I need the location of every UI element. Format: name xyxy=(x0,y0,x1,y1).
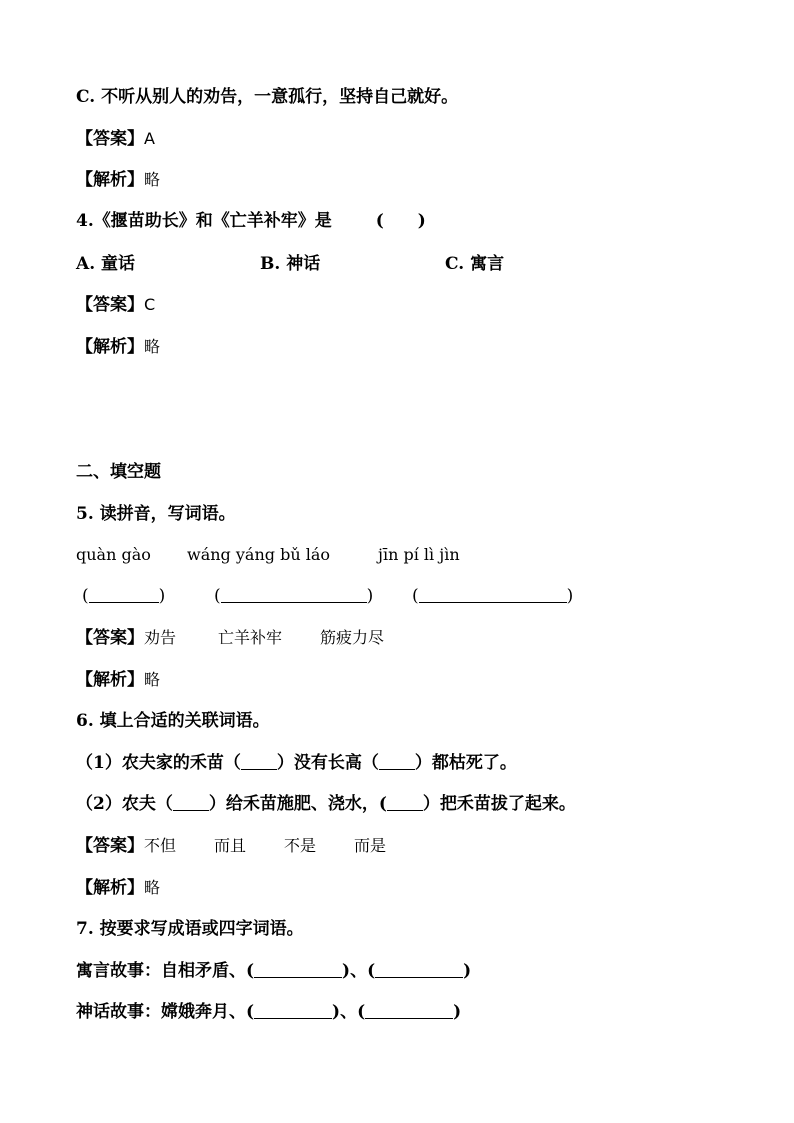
blank-line xyxy=(221,586,367,603)
blank-2[interactable] xyxy=(387,794,423,811)
answer-1: 劝告 xyxy=(144,628,177,647)
section-title: 二、填空题 xyxy=(76,462,161,482)
q5-blank-3[interactable]: ( ) xyxy=(412,586,574,606)
analysis-value: 略 xyxy=(144,670,161,689)
blank-1[interactable] xyxy=(254,961,342,978)
q4-answer-line xyxy=(76,294,155,316)
q7-line-2 xyxy=(76,1001,461,1023)
blank-1[interactable] xyxy=(173,794,209,811)
analysis-value: 略 xyxy=(144,170,161,189)
blank-2[interactable] xyxy=(365,1002,453,1019)
q4-stem-text: 4.《揠苗助长》和《亡羊补牢》是 xyxy=(76,211,332,231)
paren-open: ( xyxy=(246,1002,255,1022)
blank-1[interactable] xyxy=(254,1002,332,1019)
line-label: 神话故事：嫦娥奔月、 xyxy=(76,1002,246,1022)
q6-sentence-1 xyxy=(76,752,517,774)
q4-option-c: C. 寓言 xyxy=(445,254,505,274)
sentence-part: ）都枯死了。 xyxy=(414,753,517,773)
q4-stem xyxy=(76,210,426,232)
pinyin-3: jīn pí lì jìn xyxy=(378,545,460,564)
q5-blank-1[interactable]: ( ) xyxy=(82,586,166,606)
blank-1[interactable] xyxy=(241,753,277,770)
analysis-tag: 【解析】 xyxy=(76,670,144,690)
q3-analysis-line xyxy=(76,169,160,191)
answer-tag: 【答案】 xyxy=(76,295,144,315)
q3-answer-line xyxy=(76,128,155,150)
answer-3: 筋疲力尽 xyxy=(320,628,385,647)
q7-line-1 xyxy=(76,960,471,982)
paren-open: ( xyxy=(357,1002,366,1022)
paren-close: ) xyxy=(463,961,472,981)
sentence-part: （1）农夫家的禾苗（ xyxy=(76,753,241,773)
answer-value: A xyxy=(144,129,155,148)
blank-2[interactable] xyxy=(375,961,463,978)
blank-2[interactable] xyxy=(379,753,415,770)
line-label: 寓言故事：自相矛盾、 xyxy=(76,961,246,981)
answer-tag: 【答案】 xyxy=(76,628,144,648)
answer-tag: 【答案】 xyxy=(76,129,144,149)
pinyin-1: quàn gào xyxy=(76,545,151,564)
q6-answer-line xyxy=(76,835,386,857)
paren-close: ) xyxy=(332,1002,341,1022)
sentence-part: （2）农夫（ xyxy=(76,794,173,814)
answer-value: C xyxy=(144,295,156,314)
separator: 、 xyxy=(340,1002,358,1022)
q6-sentence-2 xyxy=(76,793,576,815)
sentence-part: ）给禾苗施肥、浇水，( xyxy=(208,794,387,814)
blank-line xyxy=(89,586,159,603)
answer-2: 亡羊补牢 xyxy=(218,628,283,647)
blank-line xyxy=(419,586,567,603)
q4-option-a: A. 童话 xyxy=(76,254,136,274)
answer-3: 不是 xyxy=(284,836,317,855)
q7-stem: 7. 按要求写成语或四字词语。 xyxy=(76,919,304,939)
answer-tag: 【答案】 xyxy=(76,836,144,856)
q5-blank-2[interactable]: ( ) xyxy=(214,586,374,606)
answer-1: 不但 xyxy=(144,836,177,855)
pinyin-2: wáng yáng bǔ láo xyxy=(187,545,330,564)
q6-stem: 6. 填上合适的关联词语。 xyxy=(76,711,270,731)
q4-paren: ( ) xyxy=(375,211,426,231)
answer-2: 而且 xyxy=(214,836,247,855)
q4-option-b: B. 神话 xyxy=(260,254,321,274)
analysis-tag: 【解析】 xyxy=(76,878,144,898)
paren-close: ) xyxy=(342,961,351,981)
q5-analysis-line xyxy=(76,669,160,691)
paren-open: ( xyxy=(367,961,376,981)
analysis-value: 略 xyxy=(144,878,161,897)
sentence-part: ）把禾苗拔了起来。 xyxy=(422,794,576,814)
sentence-part: ）没有长高（ xyxy=(276,753,379,773)
q5-stem: 5. 读拼音，写词语。 xyxy=(76,504,236,524)
analysis-value: 略 xyxy=(144,337,161,356)
analysis-tag: 【解析】 xyxy=(76,170,144,190)
q3-option-c: C. 不听从别人的劝告，一意孤行，坚持自己就好。 xyxy=(76,87,459,107)
analysis-tag: 【解析】 xyxy=(76,337,144,357)
q6-analysis-line xyxy=(76,877,160,899)
answer-4: 而是 xyxy=(354,836,387,855)
separator: 、 xyxy=(350,961,368,981)
q4-analysis-line xyxy=(76,336,160,358)
paren-close: ) xyxy=(453,1002,462,1022)
paren-open: ( xyxy=(246,961,255,981)
q5-answer-line xyxy=(76,627,384,649)
